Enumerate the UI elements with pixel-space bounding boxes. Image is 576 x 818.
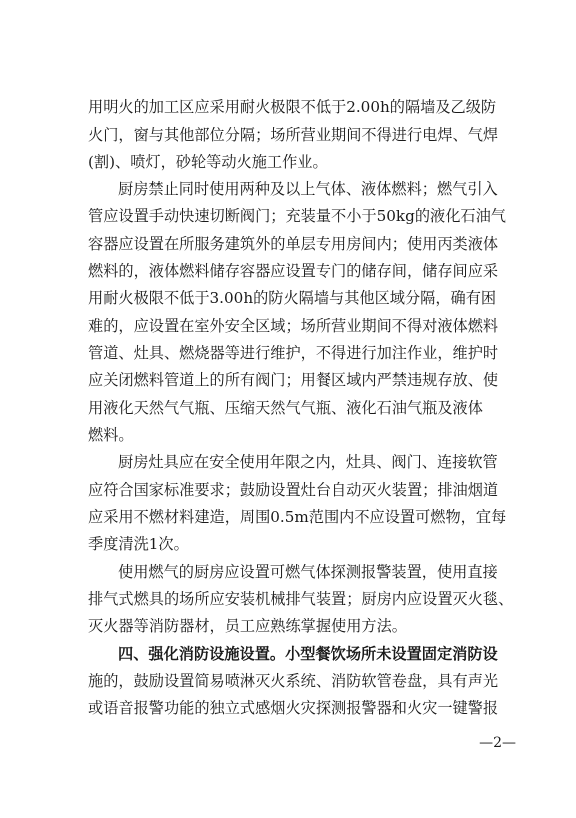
text-line: 或语音报警功能的独立式感烟火灾探测报警器和火灾一键警报 xyxy=(88,699,499,717)
text-line: 管应设置手动快速切断阀门；充装量不小于50kg的液化石油气 xyxy=(88,207,506,225)
text-line: 管道、灶具、燃烧器等进行维护，不得进行加注作业，维护时 xyxy=(88,344,499,362)
paragraph-first-line: 使用燃气的厨房应设置可燃气体探测报警装置，使用直接 xyxy=(118,563,498,581)
paragraph-first-line: 厨房灶具应在安全使用年限之内，灶具、阀门、连接软管 xyxy=(118,453,498,471)
text-line: 灭火器等消防器材，员工应熟练掌握使用方法。 xyxy=(88,617,407,635)
text-line: 容器应设置在所服务建筑外的单层专用房间内；使用丙类液体 xyxy=(88,235,499,253)
text-line: 燃料。 xyxy=(88,426,134,444)
page-number: —2— xyxy=(479,735,516,751)
text-line: 用耐火极限不低于3.00h的防火隔墙与其他区域分隔，确有困 xyxy=(88,289,497,307)
text-line: 季度清洗1次。 xyxy=(88,535,189,553)
text-line: 应符合国家标准要求；鼓励设置灶台自动灭火装置；排油烟道 xyxy=(88,481,499,499)
text-line: 应采用不燃材料建造，周围0.5m范围内不应设置可燃物，宜每 xyxy=(88,508,507,526)
text-line: 难的，应设置在室外安全区域；场所营业期间不得对液体燃料 xyxy=(88,317,499,335)
text-line: 排气式燃具的场所应安装机械排气装置；厨房内应设置灭火毯、 xyxy=(88,590,514,608)
text-line: 火门，窗与其他部位分隔；场所营业期间不得进行电焊、气焊 xyxy=(88,126,499,144)
text-line: (割)、喷灯，砂轮等动火施工作业。 xyxy=(88,153,328,171)
text-line: 用明火的加工区应采用耐火极限不低于2.00h的隔墙及乙级防 xyxy=(88,98,497,116)
section-heading-line: 四、强化消防设施设置。小型餐饮场所未设置固定消防设 xyxy=(118,645,498,663)
text-line: 应关闭燃料管道上的所有阀门；用餐区域内严禁违规存放、使 xyxy=(88,371,499,389)
text-line: 燃料的，液体燃料储存容器应设置专门的储存间，储存间应采 xyxy=(88,262,499,280)
text-line: 施的，鼓励设置简易喷淋灭火系统、消防软管卷盘，具有声光 xyxy=(88,672,499,690)
text-line: 用液化天然气气瓶、压缩天然气气瓶、液化石油气瓶及液体 xyxy=(88,399,483,417)
paragraph-first-line: 厨房禁止同时使用两种及以上气体、液体燃料；燃气引入 xyxy=(118,180,498,198)
